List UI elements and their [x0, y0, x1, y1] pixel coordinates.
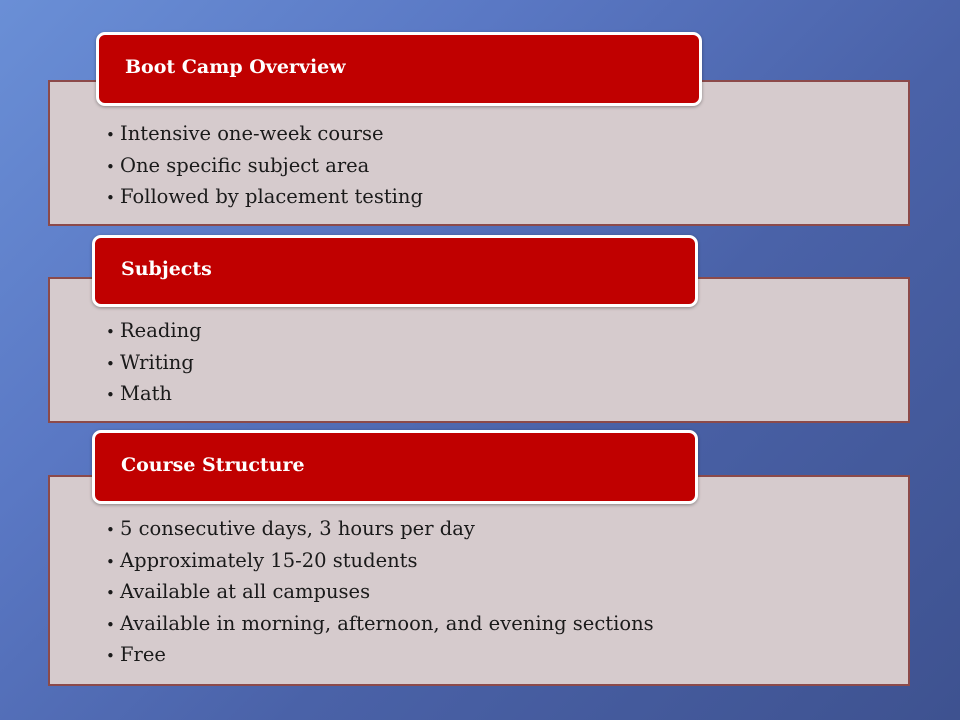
section-subjects [48, 235, 912, 423]
list-item: • Approximately 15-20 students [106, 545, 654, 577]
section-header [92, 235, 698, 307]
bullet-list [106, 118, 423, 213]
section-boot-camp-overview [48, 32, 912, 226]
list-item: • Available at all campuses [106, 576, 654, 608]
section-panel [48, 475, 910, 686]
section-course-structure [48, 430, 912, 687]
list-item: • Intensive one-week course [106, 118, 423, 150]
list-item: • 5 consecutive days, 3 hours per day [106, 513, 654, 545]
section-header [96, 32, 702, 106]
bullet-list [106, 513, 654, 671]
section-header-label: Boot Camp Overview [125, 56, 346, 78]
list-item: • Followed by placement testing [106, 181, 423, 213]
list-item: • Math [106, 378, 202, 410]
list-item: • Writing [106, 347, 202, 379]
list-item: • Available in morning, afternoon, and evening sections [106, 608, 654, 640]
bullet-list [106, 315, 202, 410]
list-item: • Free [106, 639, 654, 671]
section-header-label: Subjects [121, 258, 212, 280]
list-item: • Reading [106, 315, 202, 347]
list-item: • One specific subject area [106, 150, 423, 182]
section-header [92, 430, 698, 504]
section-header-label: Course Structure [121, 454, 305, 476]
